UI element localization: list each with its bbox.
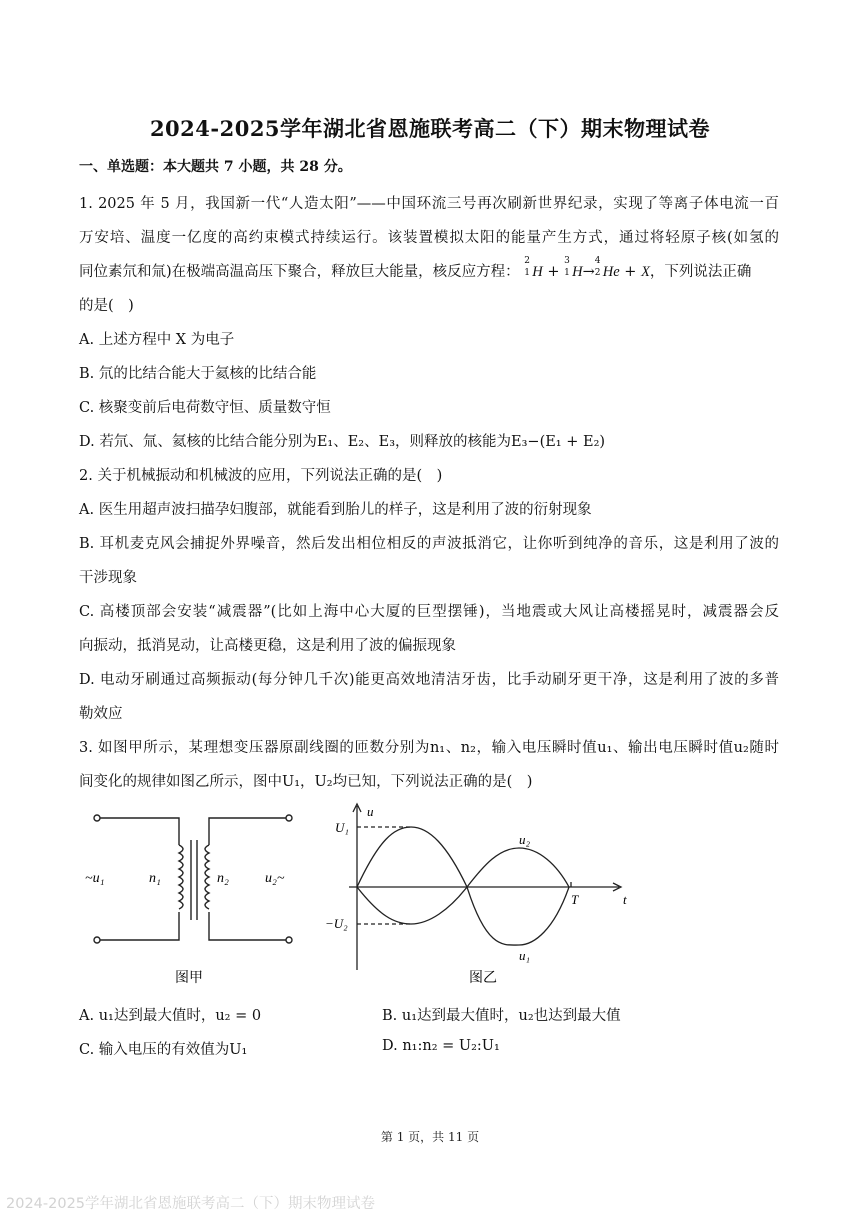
secondary-wire-top: [209, 818, 286, 845]
page-footer: 第 1 页，共 11 页: [380, 1130, 480, 1144]
watermark-text: 2024-2025学年湖北省恩施联考高二（下）期末物理试卷: [6, 1196, 376, 1212]
q2-option-b-line-1: B. 耳机麦克风会捕捉外界噪音，然后发出相位相反的声波抵消它，让你听到纯净的音乐，这是利用了波的: [79, 536, 779, 552]
q1-option-b: B. 氘的比结合能大于氦核的比结合能: [79, 366, 317, 382]
label-curve-u1: u₁: [519, 948, 531, 963]
terminal-top-left: [94, 815, 100, 821]
q2-option-c-line-2: 向振动，抵消晃动，让高楼更稳，这是利用了波的偏振现象: [79, 638, 456, 654]
q1-line-2: 万安培、温度一亿度的高约束模式持续运行。该装置模拟太阳的能量产生方式，通过将轻原子核(如氢的: [79, 230, 779, 246]
label-n1: n₁: [149, 871, 161, 886]
q3-line-1: 3. 如图甲所示，某理想变压器原副线圈的匝数分别为n₁、n₂，输入电压瞬时值u₁、输出电压瞬时值u₂随时: [79, 740, 779, 756]
q2-option-b-line-2: 干涉现象: [79, 570, 137, 586]
label-u2-output: u₂~: [265, 871, 285, 886]
secondary-wire-bottom: [209, 912, 286, 940]
q3-option-a: A. u₁达到最大值时，u₂ = 0: [79, 1008, 262, 1024]
label-n2: n₂: [217, 871, 229, 886]
label-minus-U2: −U₂: [325, 916, 348, 931]
q1-option-d: D. 若氘、氚、氦核的比结合能分别为E₁、E₂、E₃，则释放的核能为E₃−(E₁ + E₂): [79, 434, 606, 450]
exam-title: 2024-2025学年湖北省恩施联考高二（下）期末物理试卷: [149, 116, 711, 141]
section-heading: 一、单选题：本大题共 7 小题，共 28 分。: [79, 159, 352, 175]
terminal-bottom-left: [94, 937, 100, 943]
q1-line-4: 的是( ): [79, 298, 134, 314]
q2-option-c-line-1: C. 高楼顶部会安装“减震器”(比如上海中心大厦的巨型摆锤)，当地震或大风让高楼摇晃时，减震器会反: [79, 604, 779, 620]
primary-wire-bottom: [100, 912, 179, 940]
q1-line-3-tail: ，下列说法正确: [649, 264, 752, 280]
label-u-axis: u: [367, 804, 374, 819]
q2-option-a: A. 医生用超声波扫描孕妇腹部，就能看到胎儿的样子，这是利用了波的衍射现象: [79, 502, 592, 518]
q1-option-a: A. 上述方程中 X 为电子: [79, 332, 235, 348]
q2-option-d-line-2: 勒效应: [79, 706, 123, 722]
curve-u2: [357, 848, 569, 924]
figure-b-caption: 图乙: [469, 970, 497, 986]
q3-figure: [79, 800, 639, 994]
q1-line-1: 1. 2025 年 5 月，我国新一代“人造太阳”——中国环流三号再次刷新世界纪录，实现了等离子体电流一百: [79, 196, 779, 212]
primary-wire-top: [100, 818, 179, 845]
q1-line-3-text: 同位素氘和氚)在极端高温高压下聚合，释放巨大能量，核反应方程：: [79, 264, 520, 280]
terminal-top-right: [286, 815, 292, 821]
label-curve-u2: u₂: [519, 832, 531, 847]
terminal-bottom-right: [286, 937, 292, 943]
q1-line-3: [79, 256, 752, 281]
label-t-axis: t: [623, 892, 627, 907]
q3-option-d: D. n₁:n₂ = U₂:U₁: [382, 1038, 500, 1054]
label-T: T: [571, 892, 579, 907]
label-U1: U₁: [335, 820, 349, 835]
q2-option-d-line-1: D. 电动牙刷通过高频振动(每分钟几千次)能更高效地清洁牙齿，比手动刷牙更干净，这是利用了波的多普: [79, 672, 779, 688]
secondary-coil: [205, 845, 209, 909]
waveform-graph: [349, 804, 621, 970]
nuclear-equation: 2 1 H + 3 1 H→ 4 2 He + X: [524, 256, 650, 280]
q2-stem: 2. 关于机械振动和机械波的应用，下列说法正确的是( ): [79, 468, 443, 484]
primary-coil: [179, 845, 183, 909]
q3-option-b: B. u₁达到最大值时，u₂也达到最大值: [382, 1008, 621, 1024]
transformer-and-waveform-figure: [79, 800, 639, 990]
q3-option-c: C. 输入电压的有效值为U₁: [79, 1042, 248, 1058]
transformer-diagram: [94, 815, 292, 943]
q3-line-2: 间变化的规律如图乙所示，图中U₁，U₂均已知，下列说法正确的是( ): [79, 774, 533, 790]
curve-u1: [357, 827, 569, 945]
q1-option-c: C. 核聚变前后电荷数守恒、质量数守恒: [79, 400, 331, 416]
label-u1-input: ~u₁: [85, 871, 105, 886]
figure-a-caption: 图甲: [175, 970, 203, 986]
